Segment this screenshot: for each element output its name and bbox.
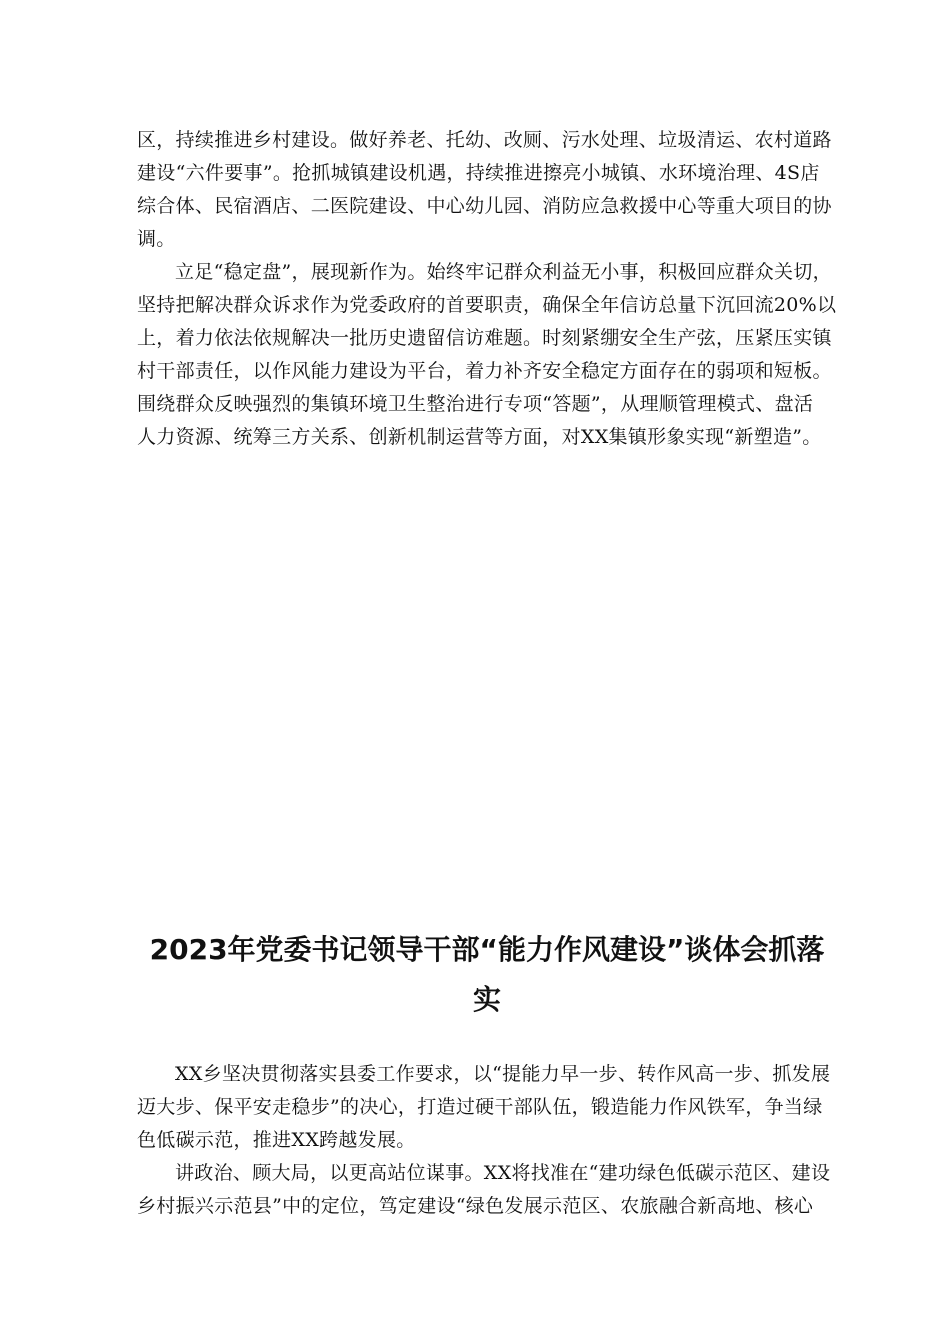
text-line: XX乡坚决贯彻落实县委工作要求，以“提能力早一步、转作风高一步、抓发展 [175, 1063, 831, 1085]
text-line: 区，持续推进乡村建设。做好养老、托幼、改厕、污水处理、垃圾清运、农村道路 [137, 129, 832, 151]
text-line: 综合体、民宿酒店、二医院建设、中心幼儿园、消防应急救援中心等重大项目的协 [137, 195, 832, 217]
text-line: 迈大步、保平安走稳步”的决心，打造过硬干部队伍，锻造能力作风铁军，争当绿 [137, 1096, 823, 1118]
text-line: 建设“六件要事”。抢抓城镇建设机遇，持续推进擦亮小城镇、水环境治理、4S店 [137, 162, 820, 184]
text-line: 围绕群众反映强烈的集镇环境卫生整治进行专项“答题”，从理顺管理模式、盘活 [137, 393, 814, 415]
body-text-bottom [137, 1058, 849, 1223]
text-line: 坚持把解决群众诉求作为党委政府的首要职责，确保全年信访总量下沉回流20%以 [137, 294, 837, 316]
text-line: 色低碳示范，推进XX跨越发展。 [137, 1129, 416, 1151]
paragraph-rural-construction [137, 124, 849, 256]
paragraph-stability [137, 256, 849, 454]
paragraph-intro [137, 1058, 849, 1157]
article-title: 2023年党委书记领导干部“能力作风建设”谈体会抓落 [149, 933, 825, 966]
text-line: 人力资源、统筹三方关系、创新机制运营等方面，对XX集镇形象实现“新塑造”。 [137, 426, 822, 448]
text-line: 乡村振兴示范县”中的定位，笃定建设“绿色发展示范区、农旅融合新高地、核心 [137, 1195, 814, 1217]
text-line: 讲政治、顾大局，以更高站位谋事。XX将找准在“建功绿色低碳示范区、建设 [175, 1162, 831, 1184]
text-line: 上，着力依法依规解决一批历史遗留信访难题。时刻紧绷安全生产弦，压紧压实镇 [137, 327, 832, 349]
body-text-top [137, 124, 849, 454]
text-line: 调。 [137, 228, 176, 250]
article-title-continued: 实 [472, 983, 501, 1016]
text-line: 村干部责任，以作风能力建设为平台，着力补齐安全稳定方面存在的弱项和短板。 [137, 360, 832, 382]
text-line: 立足“稳定盘”，展现新作为。始终牢记群众利益无小事，积极回应群众关切， [175, 261, 832, 283]
paragraph-politics [137, 1157, 849, 1223]
